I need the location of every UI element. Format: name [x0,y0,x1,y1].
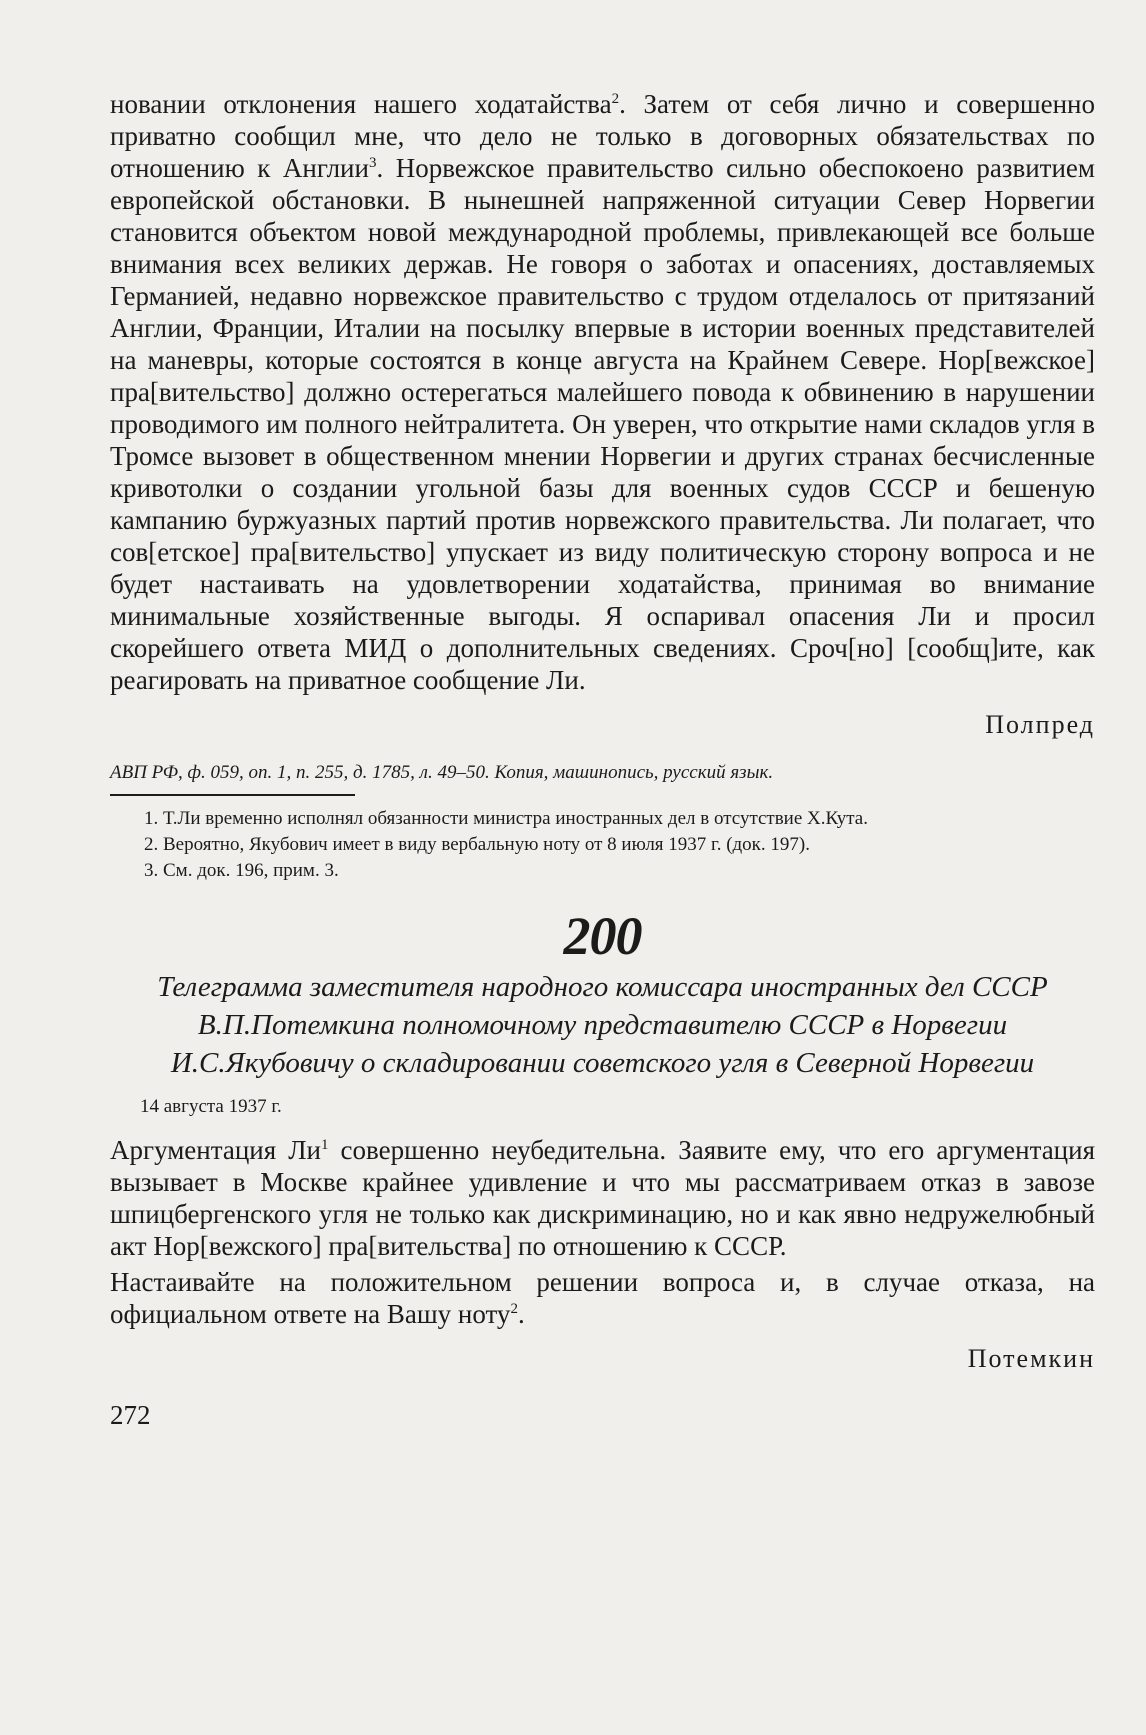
text-segment: . [517,1299,525,1329]
telegram-continuation [110,88,1095,696]
signature-polpred: Полпред [985,710,1095,739]
text-segment: Аргументация Ли [110,1135,321,1165]
footnote-ref: 2 [510,1301,518,1317]
footnotes [110,806,1095,884]
footnote-ref: 1 [320,1137,329,1153]
telegram-body [110,1134,1095,1330]
document-number: 200 [563,906,642,966]
page-number: 272 [110,1400,151,1430]
text-segment: новании отклонения нашего ходатайства [110,89,612,119]
footnote: 1. Т.Ли временно исполнял обязанности министра иностранных дел в отсутствие Х.Кута. [144,808,868,829]
paragraph [110,88,1095,696]
footnote-divider [110,794,355,796]
text-segment: . Норвежское правительство сильно обеспокоено развитием европейской обстановки. В нынешней напряженной ситуации Север Норвегии становится объектом новой международной проблемы, привлекающей все больше внимания всех великих держав. Не говоря о заботах и опасениях, доставляемых Германией, недавно норвежское правительство с трудом отделалось от притязаний Англии, Франции, Италии на посылку впервые в истории военных представителей на маневры, которые состоятся в конце августа на Крайнем Севере. Нор[вежское] пра[вительство] должно остерегаться малейшего повода к обвинению в нарушении проводимого им полного нейтралитета. Он уверен, что открытие нами складов угля в Тромсе вызовет в общественном мнении Норвегии и других странах бесчисленные кривотолки о создании угольной базы для военных судов СССР и бешеную кампанию буржуазных партий против норвежского правительства. Ли полагает, что сов[етское] пра[вительство] упускает из виду политическую сторону вопроса и не будет настаивать на удовлетворении ходатайства, принимая во внимание минимальные хозяйственные выгоды. Я оспаривал опасения Ли и просил скорейшего ответа МИД о дополнительных сведениях. Сроч[но] [сообщ]ите, как реагировать на приватное сообщение Ли. [110,153,1095,695]
page [110,88,1095,1431]
footnote-ref: 2 [611,91,620,107]
signature-potemkin: Потемкин [967,1344,1095,1373]
document-date: 14 августа 1937 г. [140,1096,282,1117]
paragraph [110,1134,1095,1262]
document-title: Телеграмма заместителя народного комиссара иностранных дел СССР В.П.Потемкина полномочному представителю СССР в Норвегии И.С.Якубовичу о складировании советского угля в Северной Норвегии [157,971,1048,1079]
paragraph [110,1266,1095,1330]
footnote: 2. Вероятно, Якубович имеет в виду вербальную ноту от 8 июля 1937 г. (док. 197). [144,834,810,855]
text-segment: совершенно неубедительна. Заявите ему, что его аргументация вызывает в Москве крайнее удивление и что мы рассматриваем отказ в завозе шпицбергенского угля не только как дискриминацию, но и как явно недружелюбный акт Нор[вежского] пра[вительства] по отношению к СССР. [110,1135,1095,1261]
footnote: 3. См. док. 196, прим. 3. [144,860,339,881]
footnote-ref: 3 [368,155,377,171]
text-segment: Настаивайте на положительном решении вопроса и, в случае отказа, на официальном ответе на Вашу ноту [110,1267,1095,1329]
text-segment: . Затем от себя лично и совершенно приватно сообщил мне, что дело не только в договорных обязательствах по отношению к Англии [110,89,1095,183]
archive-reference: АВП РФ, ф. 059, оп. 1, п. 255, д. 1785, л. 49–50. Копия, машинопись, русский язык. [110,762,774,783]
